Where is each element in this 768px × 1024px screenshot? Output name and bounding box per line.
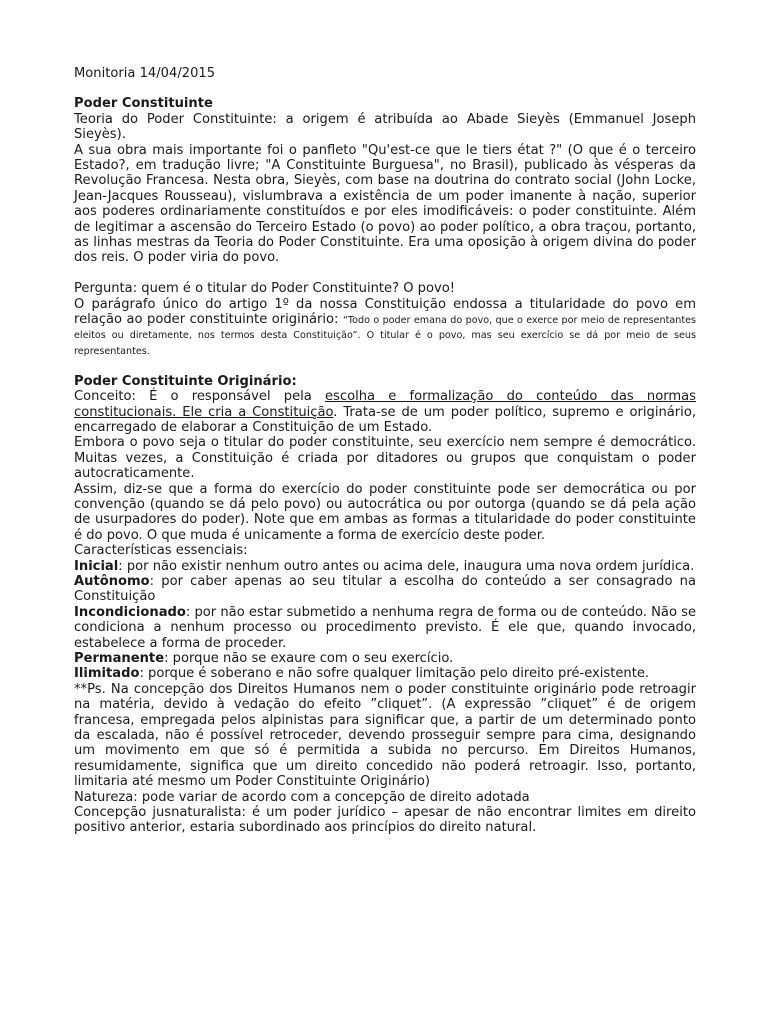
trait-term: Inicial [74,558,119,574]
constitution-quote: “Todo o poder emana do povo, que o exerce por meio de representantes eleitos ou diretamente, nos termos desta Constituição”. O titular é o povo, mas seu exercício se dá por meio de seus representantes. [74,315,696,357]
paragraph-ps-cliquet: **Ps. Na concepção dos Direitos Humanos nem o poder constituinte originário pode retroagir na matéria, devido à vedação do efeito ”cliquet”. (A expressão ”cliquet” é de origem francesa, empregada pelos alpinistas para significar que, a partir de um determinado ponto da escalada, não é possível retroceder, devendo prosseguir sempre para cima, designando um movimento em que só é permitida a subida no percurso. Em Direitos Humanos, resumidamente, significa que um direito concedido não poderá retroagir. Isso, portanto, limitaria até mesmo um Poder Constituinte Originário) [74,681,696,790]
section-heading-originario: Poder Constituinte Originário: [74,373,297,389]
blank-line [74,266,696,281]
trait-inicial [74,559,696,574]
paragraph-embora: Embora o povo seja o titular do poder constituinte, seu exercício nem sempre é democrático. Muitas vezes, a Constituição é criada por ditadores ou grupos que conquistam o poder autocraticamente. [74,435,696,482]
trait-text: : por não estar submetido a nenhuma regra de forma ou de conteúdo. Não se condiciona a nenhum processo ou procedimento previsto. É ele que, quando invocado, estabelece a forma de proceder. [74,604,696,651]
conceito-underlined: escolha e formalização do conteúdo das normas constitucionais. Ele cria a Constituição [74,389,696,420]
blank-line [74,358,696,373]
conceito-tail: . Trata-se de um poder político, supremo e originário, encarregado de elaborar a Constituição de um Estado. [74,404,696,435]
paragraph-teoria: Teoria do Poder Constituinte: a origem é atribuída ao Abade Sieyès (Emmanuel Joseph Sieyès). [74,111,696,143]
characteristics-label: Características essenciais: [74,543,248,559]
paragraph-artigo [74,297,696,359]
paragraph-assim: Assim, diz-se que a forma do exercício do poder constituinte pode ser democrática ou por convenção (quando se dá pelo povo) ou autocrática ou por outorga (quando se dá pela ação de usurpadores do poder). Note que em ambas as formas a titularidade do poder constituinte é do povo. O que muda é unicamente a forma de exercício deste poder. [74,481,696,543]
trait-term: Permanente [74,651,165,666]
paragraph-natureza: Natureza: pode variar de acordo com a concepção de direito adotada [74,789,530,805]
document-body [74,66,696,836]
section-heading-poder-constituinte: Poder Constituinte [74,96,213,112]
trait-text: : porque é soberano e não sofre qualquer limitação pelo direito pré-existente. [139,666,650,682]
paragraph-pergunta: Pergunta: quem é o titular do Poder Constituinte? O povo! [74,281,456,297]
paragraph-artigo-text: O parágrafo único do artigo 1º da nossa Constituição endossa a titularidade do povo em relação ao poder constituinte originário: [74,296,696,328]
trait-ilimitado [74,666,696,681]
trait-text: : porque não se exaure com o seu exercício. [164,651,454,666]
trait-term: Autônomo [74,573,150,589]
paragraph-jusnaturalista: Concepção jusnaturalista: é um poder jurídico – apesar de não encontrar limites em direito positivo anterior, estaria subordinado aos princípios do direito natural. [74,805,696,836]
trait-autonomo [74,574,696,605]
trait-term: Ilimitado [74,666,140,682]
paragraph-conceito [74,389,696,435]
trait-text: : por não existir nenhum outro antes ou acima dele, inaugura uma nova ordem jurídica. [118,558,695,574]
date-line: Monitoria 14/04/2015 [74,66,216,81]
trait-incondicionado [74,605,696,651]
trait-permanente [74,651,696,666]
trait-text: : por caber apenas ao seu titular a escolha do conteúdo a ser consagrado na Constituição [74,573,696,605]
conceito-lead: Conceito: É o responsável pela [74,389,325,405]
trait-term: Incondicionado [74,604,186,620]
paragraph-obra: A sua obra mais importante foi o panfleto "Qu'est-ce que le tiers état ?" (O que é o terceiro Estado?, em tradução livre; "A Constituinte Burguesa", no Brasil), publicado às vésperas da Revolução Francesa. Nesta obra, Sieyès, com base na doutrina do contrato social (John Locke, Jean-Jacques Rousseau), vislumbrava a existência de um poder imanente à nação, superior aos poderes ordinariamente constituídos e por eles imodificáveis: o poder constituinte. Além de legitimar a ascensão do Terceiro Estado (o povo) ao poder político, a obra traçou, portanto, as linhas mestras da Teoria do Poder Constituinte. Era uma oposição à origem divina do poder dos reis. O poder viria do povo. [74,142,696,266]
